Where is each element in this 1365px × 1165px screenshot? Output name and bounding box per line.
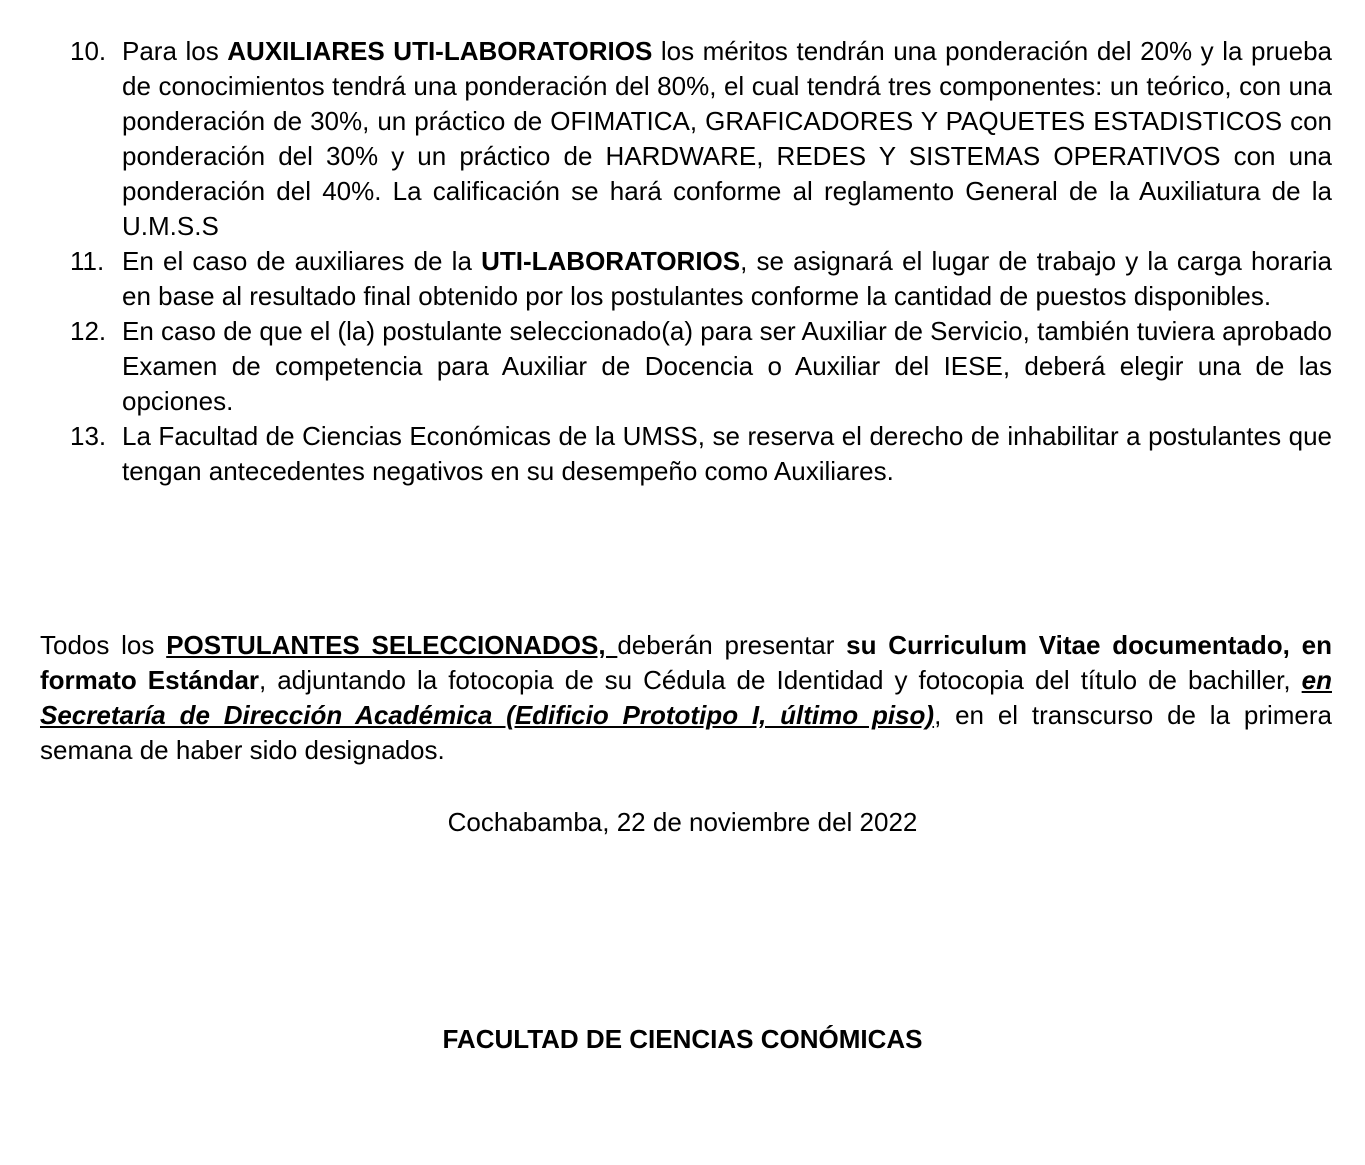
item-number: 12. <box>70 316 107 346</box>
item-text: La Facultad de Ciencias Económicas de la UMSS, se reserva el derecho de inhabilitar a postulantes que tengan antecedentes negativos en su desempeño como Auxiliares. <box>122 421 1332 486</box>
closing-paragraph <box>40 628 1332 768</box>
closing-text: , adjuntando la fotocopia de su Cédula de Identidad y fotocopia del título de bachiller, <box>259 665 1302 695</box>
item-number: 11. <box>70 246 105 276</box>
list-item <box>40 244 1332 314</box>
requirements-list <box>40 34 1332 489</box>
list-item <box>40 34 1332 244</box>
postulantes-heading: POSTULANTES SELECCIONADOS, <box>166 630 618 660</box>
item-number: 13. <box>70 421 107 451</box>
date-line: Cochabamba, 22 de noviembre del 2022 <box>447 807 918 837</box>
item-bold-text: AUXILIARES UTI-LABORATORIOS <box>227 36 653 66</box>
item-text: los méritos tendrán una ponderación del 20% y la prueba de conocimientos tendrá una ponderación del 80%, el cual tendrá tres componentes: un teórico, con una ponderación de 30%, un práctico de OFIMATICA, GRAFICADORES Y PAQUETES ESTADISTICOS con ponderación del 30% y un práctico de HARDWARE, REDES Y SISTEMAS OPERATIVOS con una ponderación del 40%. La calificación se hará conforme al reglamento General de la Auxiliatura de la U.M.S.S <box>122 36 1332 241</box>
office-location: en Secretaría de Dirección Académica (Edificio Prototipo I, último piso) <box>40 665 1332 730</box>
item-text: En el caso de auxiliares de la <box>122 246 482 276</box>
closing-text: Todos los <box>40 630 167 660</box>
item-text: Para los <box>122 36 228 66</box>
closing-text: deberán presentar <box>617 630 847 660</box>
item-bold-text: UTI-LABORATORIOS <box>481 246 741 276</box>
closing-text: , en el transcurso de la primera semana de haber sido designados. <box>40 700 1332 765</box>
item-number: 10. <box>70 36 107 66</box>
list-item <box>40 419 1332 489</box>
item-text: En caso de que el (la) postulante seleccionado(a) para ser Auxiliar de Servicio, también tuviera aprobado Examen de competencia para Auxiliar de Docencia o Auxiliar del IESE, deberá elegir una de las opciones. <box>122 316 1332 416</box>
curriculum-requirement: su Curriculum Vitae documentado, en formato Estándar <box>40 630 1332 695</box>
item-text: , se asignará el lugar de trabajo y la carga horaria en base al resultado final obtenido por los postulantes conforme la cantidad de puestos disponibles. <box>122 246 1332 311</box>
list-item <box>40 314 1332 419</box>
signature-block: FACULTAD DE CIENCIAS CONÓMICAS <box>442 1024 923 1054</box>
